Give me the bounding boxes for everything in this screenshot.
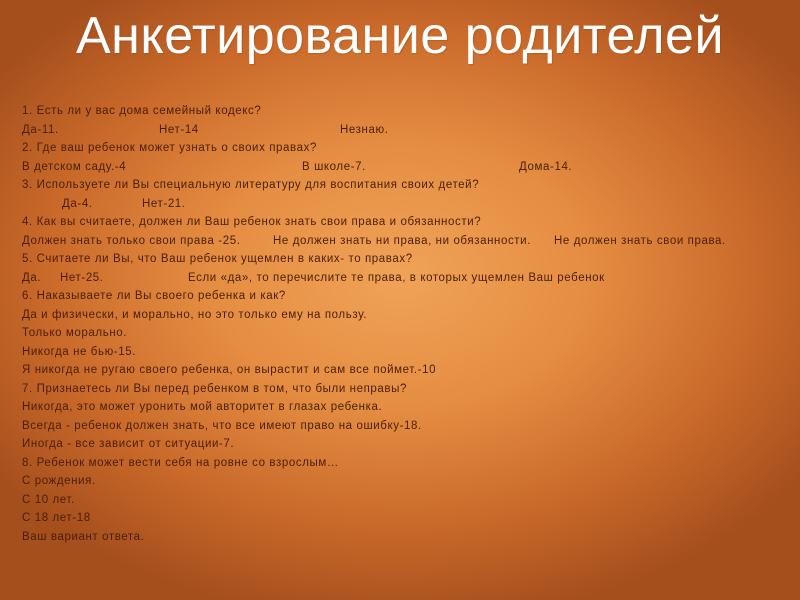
answer-q2-2: В школе-7. [302,160,366,173]
answer-q6-2: Только морально. [22,327,128,339]
answers-row-4 [22,232,782,251]
question-8: 8. Ребенок может вести себя на ровне со взрослым… [22,456,340,469]
answers-row-2 [22,158,782,177]
answer-q4-3: Не должен знать свои права. [554,234,726,247]
answer-q7-2: Всегда - ребенок должен знать, что все имеют право на ошибку-18. [22,419,422,432]
question-2: 2. Где ваш ребенок может узнать о своих правах? [22,142,317,154]
answer-q2-1: В детском саду.-4 [22,160,127,173]
answer-q8-3: С 18 лет-18 [22,512,91,524]
answer-q8-2: С 10 лет. [22,493,75,506]
question-7: 7. Признаетесь ли Вы перед ребенком в том, что были неправы? [22,382,407,395]
question-6: 6. Наказываете ли Вы своего ребенка и как? [22,290,286,302]
question-4: 4. Как вы считаете, должен ли Ваш ребенок знать свои права и обязанности? [22,216,482,228]
answer-q5-2: Нет-25. [60,271,104,284]
answer-q1-2: Нет-14 [159,123,199,136]
answer-q3-2: Нет-21. [142,197,186,210]
answers-row-1 [22,121,782,140]
answer-q6-3: Никогда не бью-15. [22,345,137,358]
answer-q1-1: Да-11. [22,123,59,136]
answer-q4-1: Должен знать только свои права -25. [22,234,241,247]
answer-q3-1: Да-4. [62,197,93,210]
answer-q7-1: Никогда, это может уронить мой авторитет в глазах ребенка. [22,401,383,413]
question-3: 3. Используете ли Вы специальную литературу для воспитания своих детей? [22,179,480,191]
question-1: 1. Есть ли у вас дома семейный кодекс? [22,105,262,117]
answer-q8-4: Ваш вариант ответа. [22,530,145,543]
answer-q8-1: С рождения. [22,475,96,487]
answer-q6-1: Да и физически, и морально, но это только ему на пользу. [22,308,368,321]
answer-q7-3: Иногда - все зависит от ситуации-7. [22,438,235,450]
answer-q4-2: Не должен знать ни права, ни обязанности. [273,234,531,247]
answer-q1-3: Незнаю. [340,123,389,136]
answer-q6-4: Я никогда не ругаю своего ребенка, он вырастит и сам все поймет.-10 [22,364,437,376]
answer-q5-3: Если «да», то перечислите те права, в которых ущемлен Ваш ребенок [188,271,605,284]
answers-row-5 [22,269,782,288]
question-5: 5. Считаете ли Вы, что Ваш ребенок ущемлен в каких- то правах? [22,253,413,265]
answer-q2-3: Дома-14. [519,160,573,173]
answer-q5-1: Да. [22,271,42,284]
answers-row-3 [22,195,782,214]
slide-title: Анкетирование родителей [75,7,725,65]
survey-content [22,102,782,546]
